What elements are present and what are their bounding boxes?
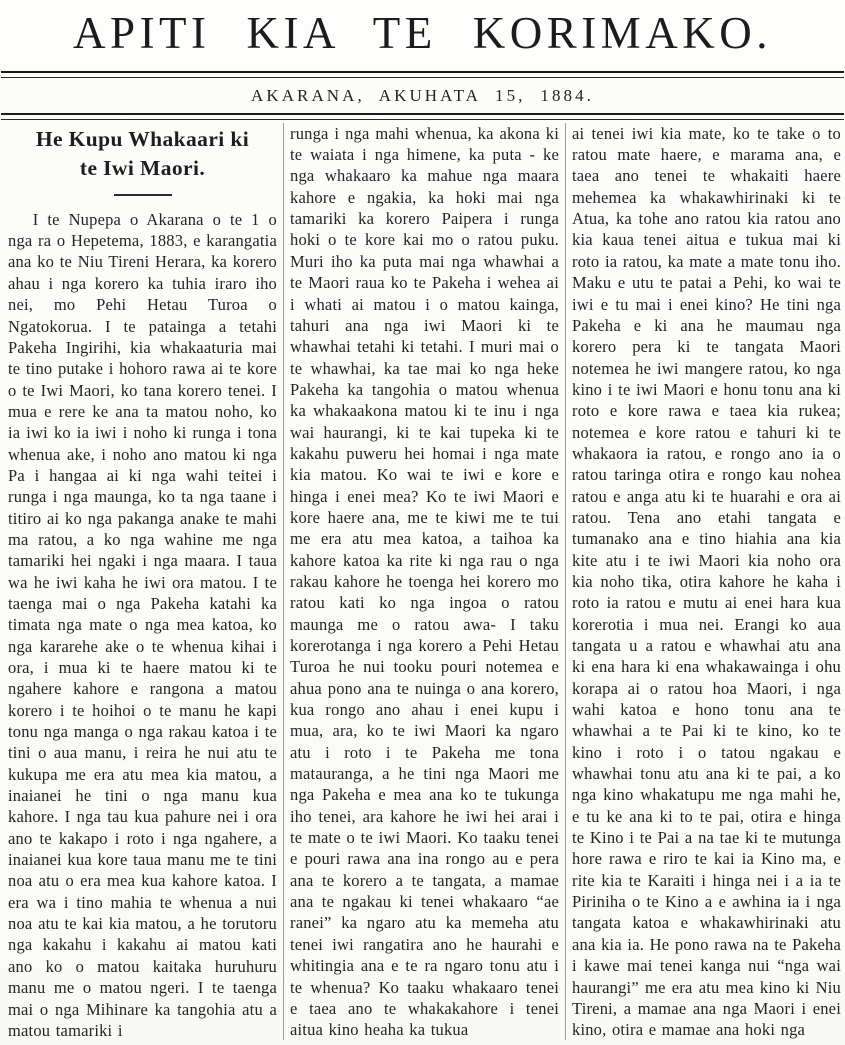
double-rule-top (1, 71, 844, 78)
article-text-column-3: ai tenei iwi kia mate, ko te take o to ratou mate haere, e marama ana, e taea ano tenei te whakaiti haere mehemea ka whakawhirinaki ki te Atua, ka tohe ano ratou kia ratou ano kia kaua tenei aitua e tukua mai ki roto ia ratou, ka mate a mate tonu iho. Maku e utu te patai a Pehi, ko wai te iwi e tu mai i enei kino? He tini nga Pakeha e ki ana he maumau nga korero pera ki te tangata Maori notemea he iwi mangere ratou, ko nga kino i te iwi Maori e honu tonu ana ki roto e kore rawa e taea kia rukea; notemea e kore ratou e tahuri ki te whakaora ia ratou, e rongo ano ia o ratou taringa otira e rongo kau nohea ratou e anga atu ki te huarahi e ora ai ratou. Tena ano etahi tangata e tumanako ana e tino hiahia ana kia kite atu i te iwi Maori kia noho ora kia noho tika, otira kahore he kaha i roto ia ratou e mutu ai enei hara kua korerotia i mua nei. Erangi ko aua tangata u a ratou e whawhai atu ana ki ena hara ki ena whakawainga i ohu korapa ai o ratou hoa Maori, i nga wahi katoa e hono tonu ana te whawhai a te Pai ki te kino, ko te kino i roto i o tatou ngakau e whawhai tonu atu ana ki te pai, a ko nga kino whakatupu me nga mahi he, e tu ke ana ki to te pai, otira e hinga te Kino i te Pai a na tae ki te mutunga hore rawa e riro te kai ia Kino ma, e rite kia te Karaiti i hinga nei i a ia te Piriniha o te Kino a e awhina ia i nga tangata katoa e whakawhirinaki atu ana kia ia. He pono rawa na te Pakeha i kawe mai tenei kanga nui “nga wai haurangi” me era atu mea kino ki Niu Tireni, a mamae ana nga Maori i enei kino, otira e mamae ana hoki nga (572, 123, 841, 1040)
masthead-title: APITI KIA TE KORIMAKO. (73, 8, 772, 58)
dateline: AKARANA, AKUHATA 15, 1884. (251, 85, 594, 105)
article-heading-line-2: te Iwi Maori. (79, 155, 206, 180)
article-column-1 (8, 123, 277, 1040)
article-column-2 (290, 123, 559, 1040)
article-text-column-2: runga i nga mahi whenua, ka akona ki te waiata i nga himene, ka puta - ke nga whakaaro ka mahue nga maara kahore e ngakia, ka hoki mai nga tamariki ka korero Paipera i runga hoki o te kore kai mo o ratou puku. Muri iho ka puta mai nga whawhai a te Maori raua ko te Pakeha i wehea ai i whati ai matou i o matou kainga, tahuri ana nga iwi Maori ki te whawhai tetahi ki tetahi. I muri mai o te whawhai, ka tae mai ko nga heke Pakeha ka tangohia o matou whenua ka whakaakona matou ki te inu i nga wai haurangi, ki te kai tupeka ki te kakahu puweru hei homai i nga mate kia matou. Ko wai te iwi e kore e hinga i enei mea? Ko te iwi Maori e kore haere ana, me te kiwi me te tui me era atu mea katoa, a taihoa ka kahore katoa ka rite ki nga rau o nga rakau kahore he toenga hei korero mo ratou kati ko nga ingoa o ratou maunga me o ratou awa- I taku korerotanga i nga korero a Pehi Hetau Turoa he nui tooku pouri notemea e ahua pono ana te nuinga o ana korero, kua rongo ano ahau i enei kupu i mua, ara, ko te iwi Maori ka ngaro atu i roto i te Pakeha me tona matauranga, a he tini nga Maori me nga Pakeha e mea ana ko te tukunga iho tenei, ara kahore he iwi hei arai i te mate o te iwi Maori. Ko taaku tenei e pouri rawa ana ina rongo au e pera ana te korero a te tangata, a mamae ana te ngakau ki tenei whakaaro “ae ranei” ka ngaro atu ka memeha atu tenei iwi rangatira ano he haurahi e whitingia ana e te ra ngaro tonu atu i te whenua? Ko taaku whakaaro tenei e taea ano te whakakahore i tenei aitua kino heaha ka tukua (290, 123, 559, 1040)
column-divider-1 (283, 123, 284, 1040)
heading-divider (114, 194, 172, 196)
double-rule-bottom (1, 113, 844, 120)
article-column-3 (572, 123, 841, 1040)
article-heading (8, 125, 277, 183)
article-heading-line-1: He Kupu Whakaari ki (35, 126, 250, 151)
article-text-column-1: I te Nupepa o Akarana o te 1 o nga ra o Hepetema, 1883, e karangatia ana ko te Niu Tireni Herara, ka korero ahau i nga korero ka tuhia iraro iho nei, mo Pehi Hetau Turoa o Ngatokorua. I te patainga a tetahi Pakeha Ingirihi, kia whakaaturia mai te tino putake i hohoro rawa ai te kore o te Iwi Maori, ko tana korero tenei. I mua e rere ke ana ta matou noho, ko ia iwi ko ia iwi i noho ki runga i tona whenua ake, i noho ano matou ki nga Pa i hangaa ai ki nga wahi teitei i runga i nga maunga, ko ta nga taane i titiro ai ko nga pakanga anake te mahi ma ratou, a ko nga wahine me nga tamariki hei ngaki i nga maara. I taua wa he iwi kaha he iwi ora matou. I te taenga mai o nga Pakeha katahi ka timata nga mate o nga mea katoa, ko nga kararehe ake o te whenua kihai i ora, i mua ki te haere matou ki te ngahere kahore e rangona a matou korero i te hoihoi o te manu he kapi tonu nga manga o nga rakau katoa i te tini o aua manu, i reira he nui atu te kukupa me era atu mea kia matou, a inaianei he tini o nga manu kua kahore. I nga tau kua pahure nei i ora ano te kakapo i roto i nga ngahere, a inaianei kua kore taua manu me te tini noa atu o era mea kua kahore katoa. I era wa i tino mahia te whenua a nui noa atu te kai kia matou, a he torutoru nga kakahu i kakahu ai matou kati ano ko o matou kaitaka huruhuru manu me o matou ngeri. I te taenga mai o nga Mihinare ka tangohia atu a matou tamariki i (8, 209, 277, 1040)
column-divider-2 (565, 123, 566, 1040)
article-columns (0, 123, 845, 1040)
